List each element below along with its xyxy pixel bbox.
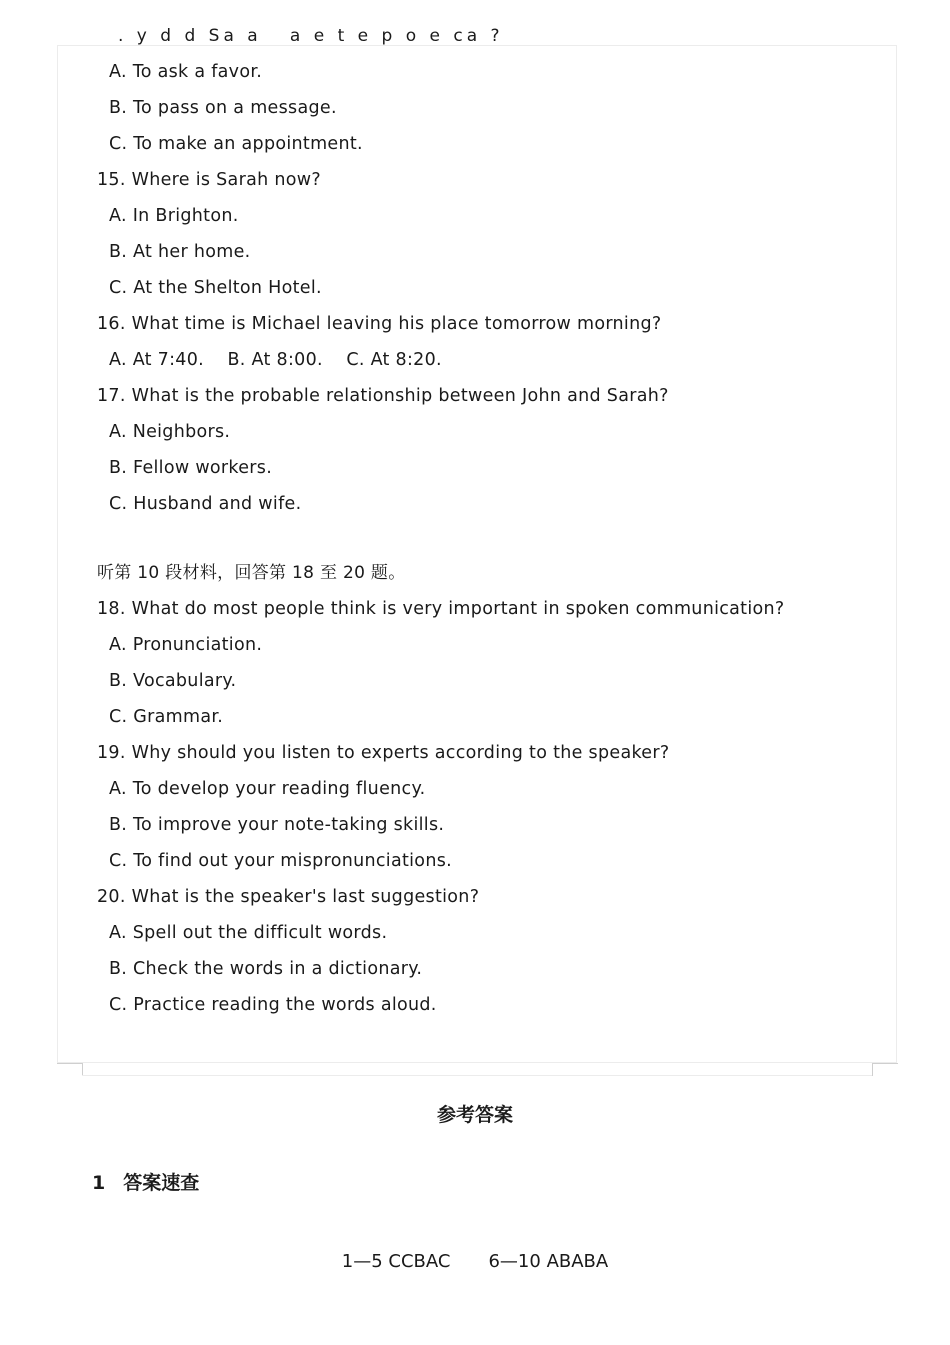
q15-option-a: A. In Brighton.: [109, 206, 239, 226]
answer-key-title: 参考答案: [436, 1104, 513, 1126]
cut-off-question-14: . y d d Sa a a e t e p o e ca ?: [118, 26, 504, 46]
q18-option-c: C. Grammar.: [109, 707, 224, 727]
page-corner-mark-right: [872, 1063, 898, 1076]
q19-option-c: C. To find out your mispronunciations.: [109, 851, 452, 871]
answers-6-10: 6—10 ABABA: [488, 1251, 609, 1272]
q20-question: 20. What is the speaker's last suggestion?: [97, 887, 480, 907]
q16-question: 16. What time is Michael leaving his place tomorrow morning?: [97, 314, 662, 334]
answer-summary: [0, 1251, 950, 1272]
q19-option-a: A. To develop your reading fluency.: [109, 779, 426, 799]
answers-1-5: 1—5 CCBAC: [341, 1251, 451, 1272]
q14-option-b: B. To pass on a message.: [109, 98, 337, 118]
q18-question: 18. What do most people think is very important in spoken communication?: [97, 599, 785, 619]
q20-option-b: B. Check the words in a dictionary.: [109, 959, 423, 979]
q20-option-a: A. Spell out the difficult words.: [109, 923, 388, 943]
answer-section-title: 答案速查: [123, 1172, 200, 1194]
page-divider: [82, 1075, 872, 1076]
q15-option-c: C. At the Shelton Hotel.: [109, 278, 322, 298]
section-10-instruction: 听第 10 段材料，回答第 18 至 20 题。: [97, 563, 406, 583]
page-frame: [57, 45, 897, 1063]
q15-question: 15. Where is Sarah now?: [97, 170, 321, 190]
answer-section-number: 1: [92, 1172, 106, 1194]
q20-option-c: C. Practice reading the words aloud.: [109, 995, 437, 1015]
q14-option-c: C. To make an appointment.: [109, 134, 363, 154]
answer-section-heading: [92, 1168, 199, 1195]
q18-option-a: A. Pronunciation.: [109, 635, 263, 655]
q17-option-a: A. Neighbors.: [109, 422, 231, 442]
q14-option-a: A. To ask a favor.: [109, 62, 263, 82]
q18-option-b: B. Vocabulary.: [109, 671, 237, 691]
page-corner-mark-left: [57, 1063, 83, 1076]
q17-option-c: C. Husband and wife.: [109, 494, 302, 514]
q17-option-b: B. Fellow workers.: [109, 458, 273, 478]
q15-option-b: B. At her home.: [109, 242, 251, 262]
q19-option-b: B. To improve your note-taking skills.: [109, 815, 445, 835]
q17-question: 17. What is the probable relationship between John and Sarah?: [97, 386, 669, 406]
q16-options: A. At 7:40. B. At 8:00. C. At 8:20.: [109, 350, 442, 370]
q19-question: 19. Why should you listen to experts according to the speaker?: [97, 743, 670, 763]
